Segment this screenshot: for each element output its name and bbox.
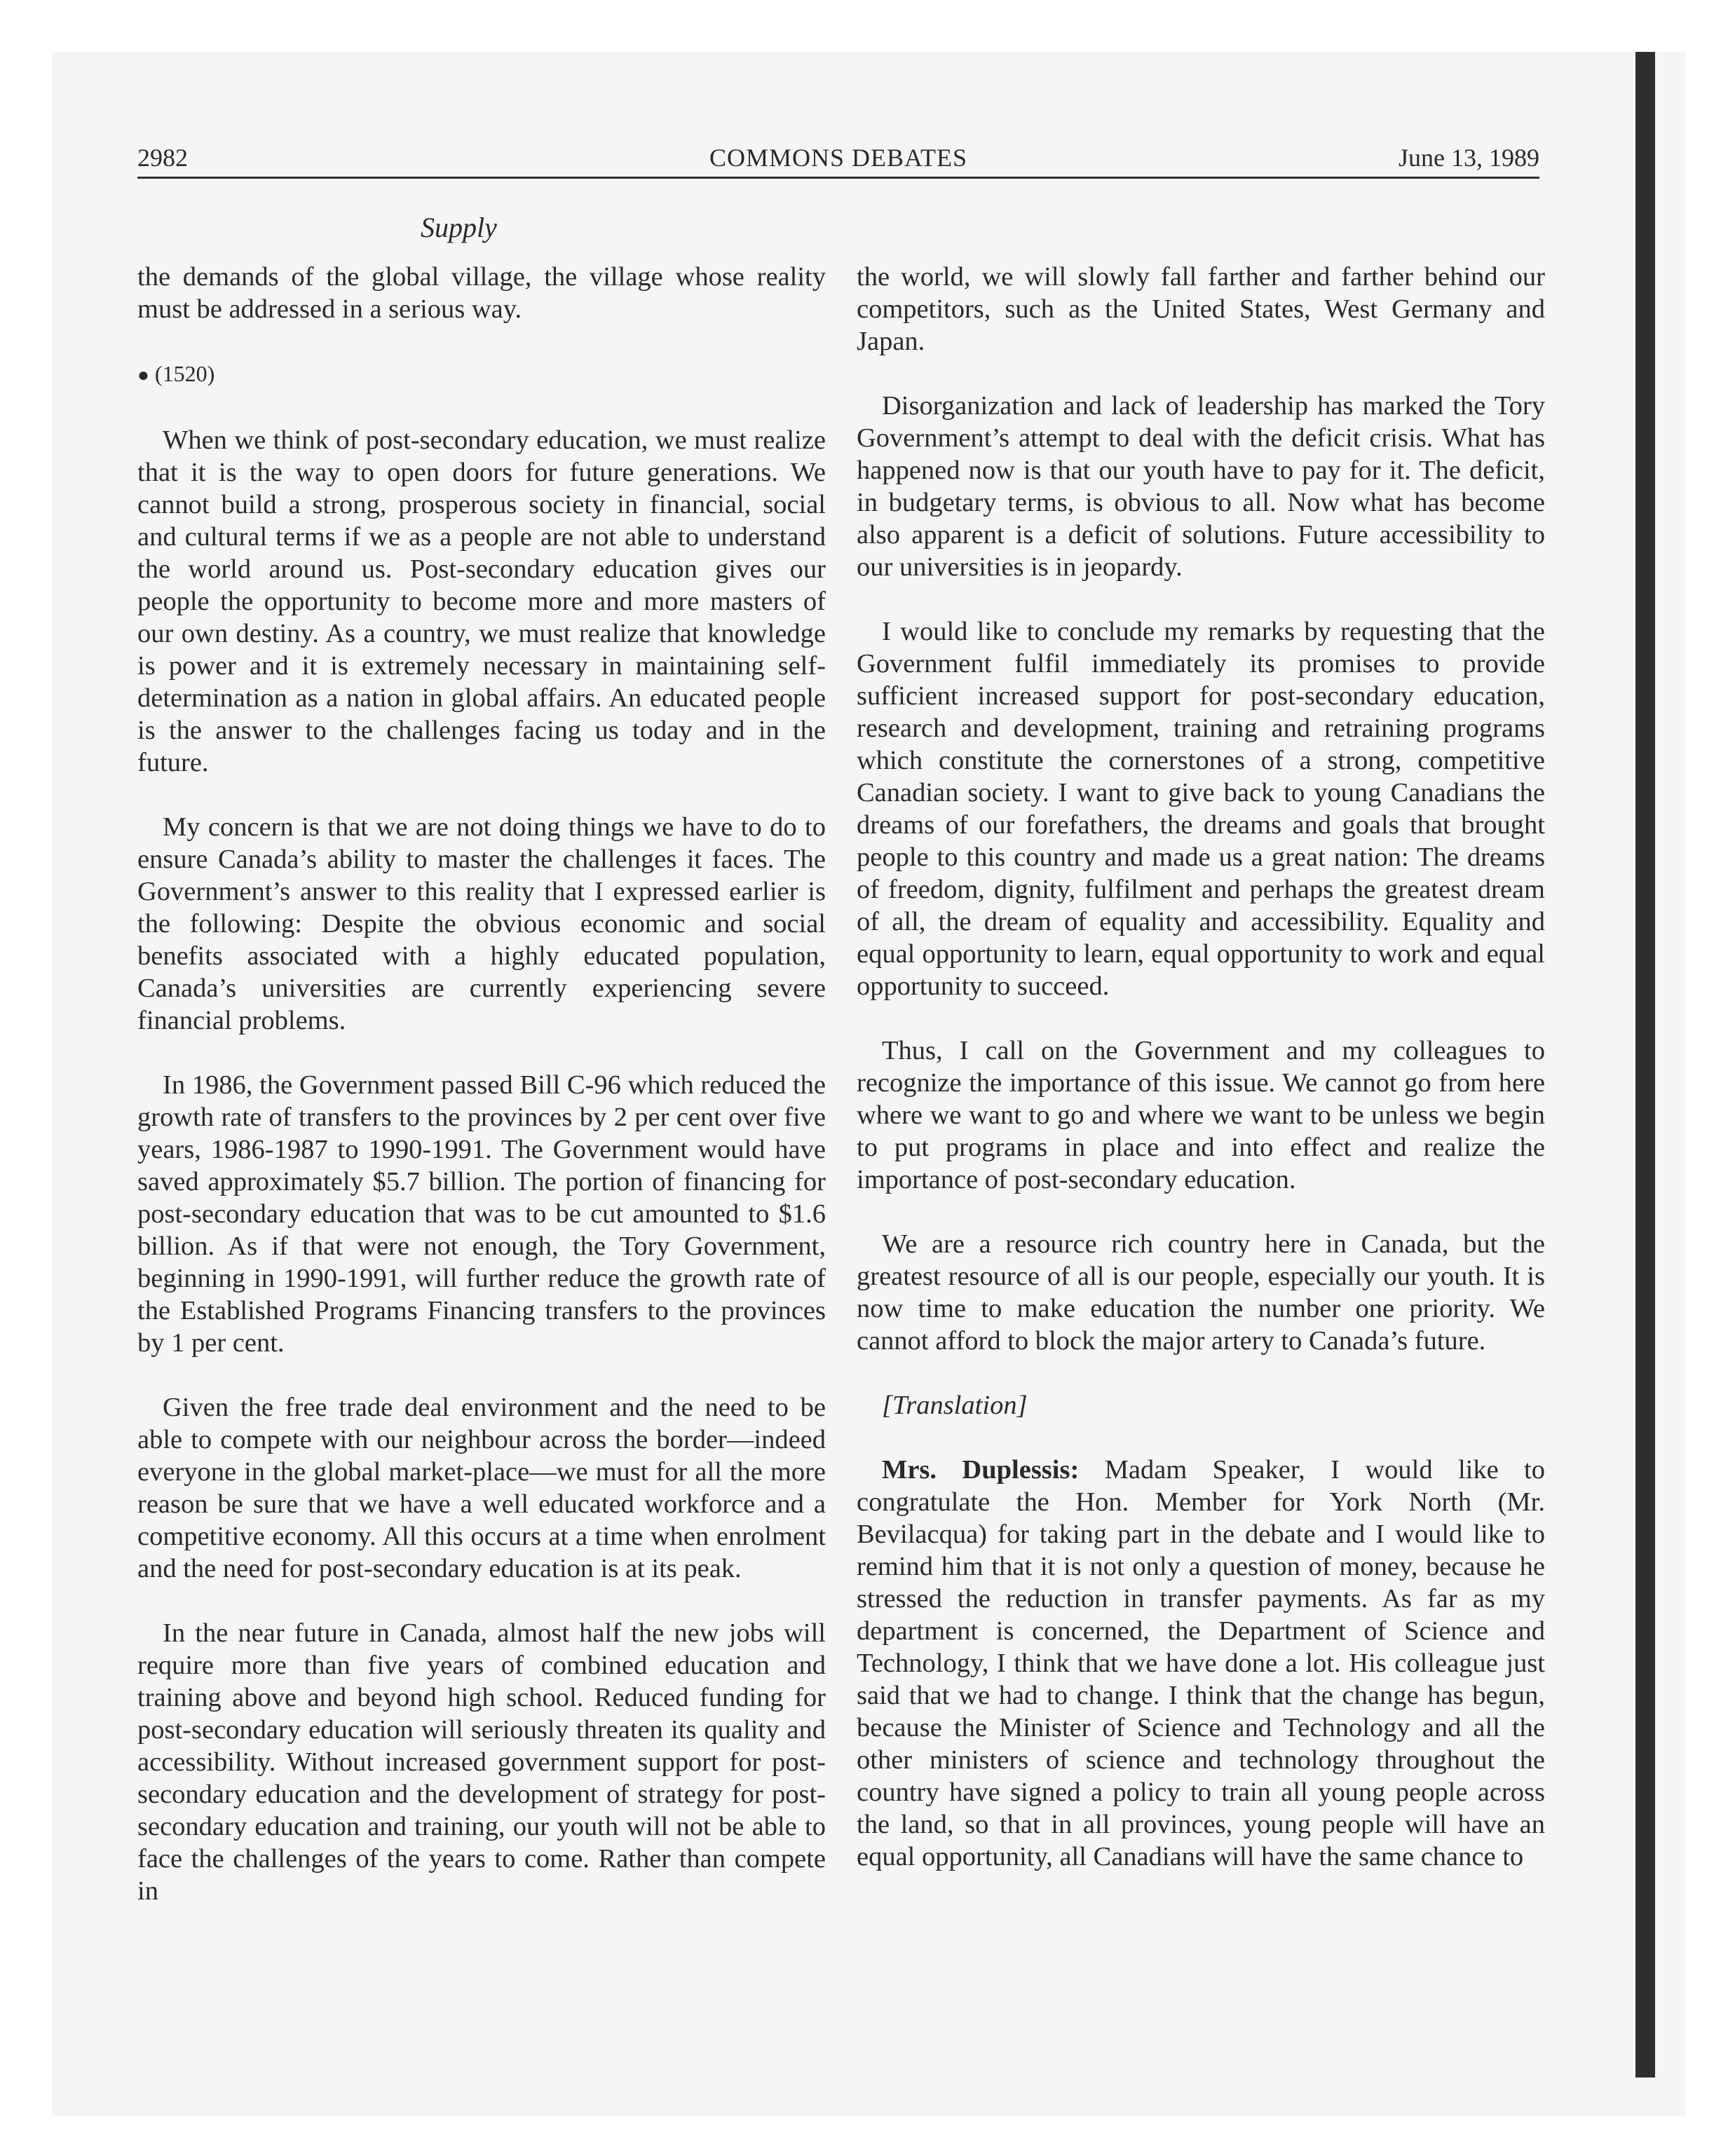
paragraph: the demands of the global village, the village whose reality must be addressed in a serious way. xyxy=(137,262,826,324)
paragraph: My concern is that we are not doing things we have to do to ensure Canada’s ability to master the challenges it faces. The Government’s answer to this reality that I expressed earlier is the following: Despite the obvious economic and social benefits associated with a highly educated population, Canada’s universities are currently experiencing severe financial problems. xyxy=(137,812,826,1035)
right-column xyxy=(857,261,1545,1905)
issue-date: June 13, 1989 xyxy=(1399,144,1539,172)
speaker-name: Mrs. Duplessis: xyxy=(882,1455,1080,1485)
paragraph: When we think of post-secondary education, we must realize that it is the way to open doors for future generations. We cannot build a strong, prosperous society in financial, social and cultural terms if we as a people are not able to understand the world around us. Post-secondary education gives our people the opportunity to become more and more masters of our own destiny. As a country, we must realize that knowledge is power and it is extremely necessary in maintaining self-determination as a nation in global affairs. An educated people is the answer to the challenges facing us today and in the future. xyxy=(137,425,826,777)
paragraph: Disorganization and lack of leadership has marked the Tory Government’s attempt to deal with the deficit crisis. What has happened now is that our youth have to pay for it. The deficit, in budgetary terms, is obvious to all. Now what has become also apparent is a deficit of solutions. Future accessibility to our universities is in jeopardy. xyxy=(857,391,1545,582)
paragraph: I would like to conclude my remarks by requesting that the Government fulfil immediately its promises to provide sufficient increased support for post-secondary education, research and development, training and retraining programs which constitute the cornerstones of a strong, competitive Canadian society. I want to give back to young Canadians the dreams of our forefathers, the dreams and goals that brought people to this country and made us a great nation: The dreams of freedom, dignity, fulfilment and perhaps the greatest dream of all, the dream of equality and accessibility. Equality and equal opportunity to learn, equal opportunity to work and equal opportunity to succeed. xyxy=(857,617,1545,1001)
running-head xyxy=(137,140,1539,175)
paragraph: Given the free trade deal environment and the need to be able to compete with our neighbour across the border—indeed everyone in the global market-place—we must for all the more reason be sure that we have a well educated workforce and a competitive economy. All this occurs at a time when enrolment and the need for post-secondary education is at its peak. xyxy=(137,1393,826,1583)
bullet-icon: ● xyxy=(137,364,149,386)
journal-title: COMMONS DEBATES xyxy=(709,144,968,172)
paragraph: We are a resource rich country here in Canada, but the greatest resource of all is our people, especially our youth. It is now time to make education the number one priority. We cannot afford to block the major artery to Canada’s future. xyxy=(857,1229,1545,1356)
scan-edge-bar xyxy=(1635,52,1655,2077)
speech-paragraph xyxy=(857,1454,1545,1873)
paragraph: Thus, I call on the Government and my colleagues to recognize the importance of this issue. We cannot go from here where we want to go and where we want to be unless we begin to put programs in place and into effect and realize the importance of post-secondary education. xyxy=(857,1036,1545,1194)
left-column xyxy=(137,261,826,1939)
page-number: 2982 xyxy=(137,144,188,172)
speech-text: Madam Speaker, I would like to congratulate the Hon. Member for York North (Mr. Bevilacqua) for taking part in the debate and I would like to remind him that it is not only a question of money, because he stressed the reduction in transfer payments. As far as my department is concerned, the Department of Science and Technology, I think that we have done a lot. His colleague just said that we had to change. I think that the change has begun, because the Minister of Science and Technology and all the other ministers of science and technology throughout the country have signed a policy to train all young people across the land, so that in all provinces, young people will have an equal opportunity, all Canadians will have the same chance to xyxy=(857,1455,1546,1871)
paragraph: the world, we will slowly fall farther and farther behind our competitors, such as the United States, West Germany and Japan. xyxy=(857,262,1545,356)
translation-note: [Translation] xyxy=(882,1391,1028,1420)
timestamp-text: (1520) xyxy=(154,361,215,386)
paragraph: In the near future in Canada, almost half the new jobs will require more than five years of combined education and training above and beyond high school. Reduced funding for post-secondary education will seriously threaten its quality and accessibility. Without increased government support for post-secondary education and the development of strategy for post-secondary education and training, our youth will not be able to face the challenges of the years to come. Rather than compete in xyxy=(137,1618,826,1906)
section-label: Supply xyxy=(421,212,497,243)
timestamp xyxy=(137,357,826,392)
header-rule xyxy=(137,177,1539,179)
paragraph: In 1986, the Government passed Bill C-96 which reduced the growth rate of transfers to the provinces by 2 per cent over five years, 1986-1987 to 1990-1991. The Government would have saved approximately $5.7 billion. The portion of financing for post-secondary education that was to be cut amounted to $1.6 billion. As if that were not enough, the Tory Government, beginning in 1990-1991, will further reduce the growth rate of the Established Programs Financing transfers to the provinces by 1 per cent. xyxy=(137,1070,826,1358)
